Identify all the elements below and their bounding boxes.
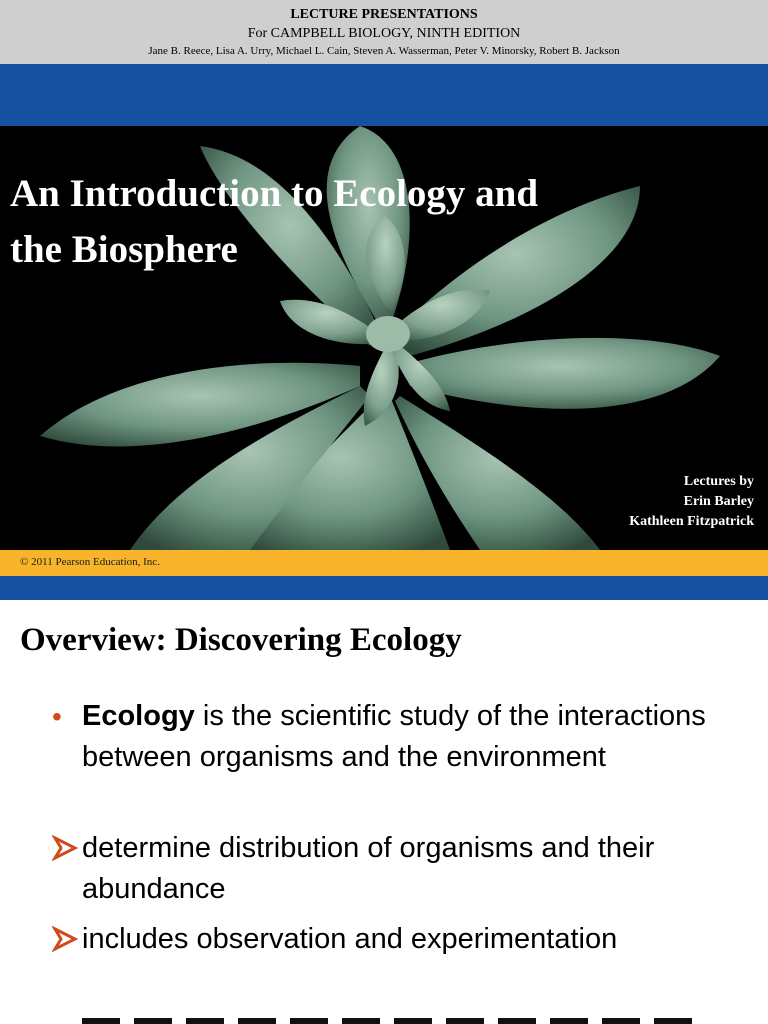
header-line-1: LECTURE PRESENTATIONS	[290, 7, 478, 22]
lecture-credits	[629, 472, 754, 532]
arrow-bullet-icon	[52, 835, 78, 861]
sub-bullet-text: includes observation and experimentation	[82, 923, 618, 955]
copyright-text: © 2011 Pearson Education, Inc.	[20, 556, 160, 568]
cut-off-text-line	[82, 1010, 702, 1024]
ecology-term: Ecology	[82, 700, 195, 732]
blue-band	[0, 64, 768, 126]
arrow-bullet-icon	[52, 926, 78, 952]
slide-title	[10, 166, 710, 278]
ecology-definition: is the scientific study of the interactions between organisms and the environment	[82, 700, 706, 773]
bullet-text	[82, 696, 742, 778]
title-line-2: the Biosphere	[10, 228, 238, 271]
credits-label: Lectures by	[683, 474, 754, 489]
title-line-1: An Introduction to Ecology and	[10, 172, 539, 215]
overview-title: Overview: Discovering Ecology	[20, 622, 462, 658]
header-line-2: For CAMPBELL BIOLOGY, NINTH EDITION	[247, 26, 521, 41]
lecture-header	[0, 0, 768, 64]
credits-author-2: Kathleen Fitzpatrick	[629, 514, 754, 529]
header-authors: Jane B. Reece, Lisa A. Urry, Michael L. Cain, Steven A. Wasserman, Peter V. Minorsky, Robert B. Jackson	[148, 45, 620, 57]
bullet-dot-icon: •	[52, 701, 62, 732]
blue-band-bottom	[0, 576, 768, 600]
credits-author-1: Erin Barley	[683, 494, 754, 509]
orange-band	[0, 550, 768, 576]
overview-slide	[0, 600, 768, 1024]
sub-bullet-text: determine distribution of organisms and their abundance	[82, 832, 655, 905]
